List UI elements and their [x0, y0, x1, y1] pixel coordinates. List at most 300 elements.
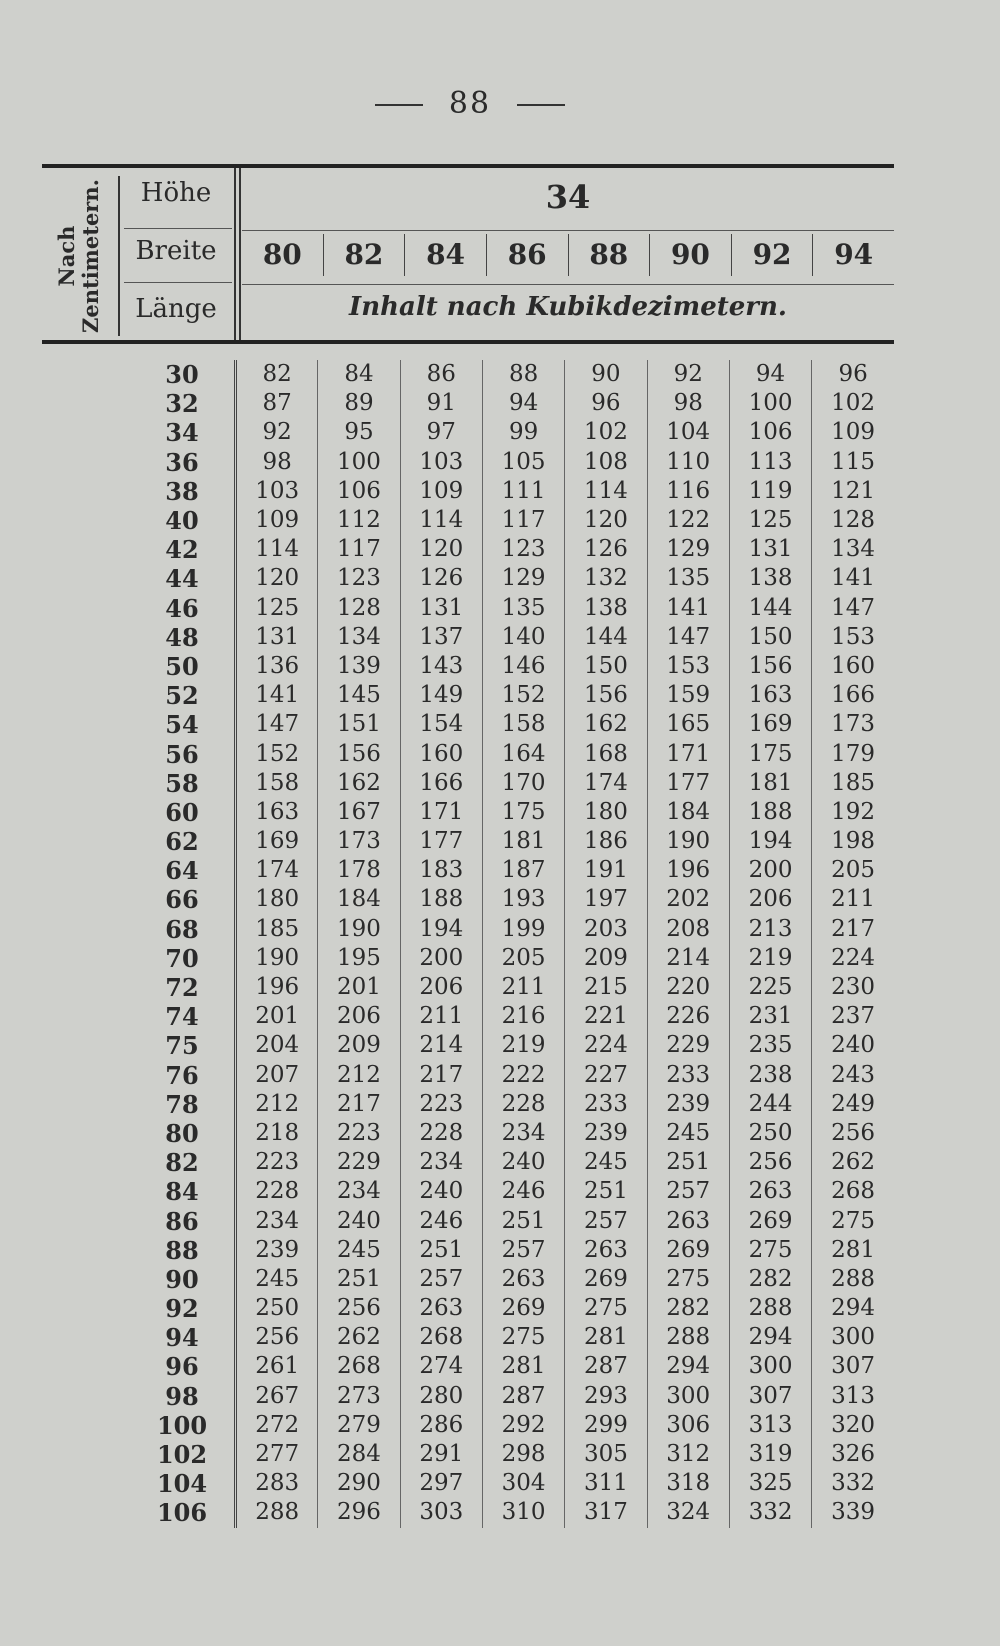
length-cell: 106: [130, 1498, 236, 1527]
volume-cell: 317: [565, 1498, 647, 1527]
table-row: [130, 1061, 894, 1090]
volume-cell: 212: [236, 1090, 318, 1119]
volume-cell: 139: [318, 652, 400, 681]
volume-cell: 145: [318, 681, 400, 710]
volume-cell: 243: [831, 1061, 876, 1088]
volume-cell: 150: [565, 652, 647, 681]
volume-cell: 196: [647, 856, 729, 885]
volume-cell: 275: [831, 1207, 876, 1234]
volume-cell: 320: [831, 1411, 876, 1438]
header-divider-1: [234, 168, 236, 340]
volume-cell: 150: [729, 623, 811, 652]
volume-cell: 239: [647, 1090, 729, 1119]
volume-cell: 300: [831, 1324, 876, 1351]
volume-cell: 174: [236, 856, 318, 885]
volume-cell: 180: [565, 798, 647, 827]
length-cell: 80: [130, 1119, 236, 1148]
length-cell: 60: [130, 798, 236, 827]
volume-cell: 238: [729, 1061, 811, 1090]
volume-cell: 102: [831, 390, 876, 417]
volume-cell: 131: [236, 623, 318, 652]
length-cell: 100: [130, 1411, 236, 1440]
volume-cell: 228: [236, 1177, 318, 1206]
table-row: [130, 418, 894, 447]
table-row: [130, 1382, 894, 1411]
volume-cell: 222: [482, 1061, 564, 1090]
volume-cell: 294: [831, 1295, 876, 1322]
volume-cell: 106: [318, 477, 400, 506]
volume-cell: 173: [831, 711, 876, 738]
length-cell: 56: [130, 739, 236, 768]
table-row: [130, 623, 894, 652]
volume-cell: 185: [831, 769, 876, 796]
volume-cell: 290: [318, 1469, 400, 1498]
table-row: [130, 944, 894, 973]
volume-cell: 251: [318, 1265, 400, 1294]
volume-cell: 188: [400, 885, 482, 914]
volume-cell: 306: [647, 1411, 729, 1440]
volume-cell: 230: [831, 974, 876, 1001]
volume-cell: 120: [400, 535, 482, 564]
length-cell: 42: [130, 535, 236, 564]
volume-cell: 251: [400, 1236, 482, 1265]
volume-cell: 325: [729, 1469, 811, 1498]
volume-cell: 281: [482, 1352, 564, 1381]
volume-cell: 97: [400, 418, 482, 447]
volume-cell: 305: [565, 1440, 647, 1469]
volume-cell: 229: [647, 1031, 729, 1060]
volume-cell: 240: [318, 1206, 400, 1235]
volume-cell: 129: [647, 535, 729, 564]
length-cell: 84: [130, 1177, 236, 1206]
volume-cell: 128: [318, 594, 400, 623]
volume-cell: 134: [318, 623, 400, 652]
volume-cell: 332: [831, 1470, 876, 1497]
volume-cell: 251: [647, 1148, 729, 1177]
volume-cell: 84: [318, 360, 400, 389]
volume-cell: 246: [482, 1177, 564, 1206]
volume-cell: 211: [482, 973, 564, 1002]
label-sep-2: [124, 282, 232, 283]
volume-cell: 208: [647, 915, 729, 944]
volume-cell: 109: [400, 477, 482, 506]
table-row: [130, 827, 894, 856]
volume-cell: 283: [236, 1469, 318, 1498]
volume-cell: 158: [236, 769, 318, 798]
length-cell: 76: [130, 1061, 236, 1090]
volume-cell: 95: [318, 418, 400, 447]
volume-cell: 140: [482, 623, 564, 652]
volume-cell: 109: [831, 419, 876, 446]
volume-cell: 281: [565, 1323, 647, 1352]
volume-cell: 249: [831, 1090, 876, 1117]
volume-cell: 152: [236, 739, 318, 768]
volume-cell: 190: [236, 944, 318, 973]
volume-cell: 332: [729, 1498, 811, 1527]
volume-cell: 113: [729, 448, 811, 477]
value-sep-2: [242, 284, 894, 285]
length-cell: 68: [130, 915, 236, 944]
breite-value: 92: [732, 234, 814, 276]
volume-cell: 273: [318, 1382, 400, 1411]
table-row: [130, 1206, 894, 1235]
volume-cell: 98: [236, 448, 318, 477]
volume-cell: 106: [729, 418, 811, 447]
volume-cell: 282: [647, 1294, 729, 1323]
side-label-line-1: Nach: [54, 225, 79, 287]
volume-cell: 227: [565, 1061, 647, 1090]
volume-cell: 143: [400, 652, 482, 681]
volume-cell: 183: [400, 856, 482, 885]
volume-cell: 96: [565, 389, 647, 418]
table-row: [130, 506, 894, 535]
length-cell: 74: [130, 1002, 236, 1031]
volume-cell: 164: [482, 739, 564, 768]
header-bottom-rule: [42, 340, 894, 344]
volume-cell: 217: [318, 1090, 400, 1119]
volume-cell: 244: [729, 1090, 811, 1119]
volume-cell: 235: [729, 1031, 811, 1060]
breite-value: 84: [405, 234, 487, 276]
volume-cell: 275: [565, 1294, 647, 1323]
length-cell: 52: [130, 681, 236, 710]
length-cell: 72: [130, 973, 236, 1002]
volume-cell: 126: [565, 535, 647, 564]
volume-cell: 131: [400, 594, 482, 623]
volume-cell: 89: [318, 389, 400, 418]
volume-cell: 160: [400, 739, 482, 768]
volume-cell: 114: [236, 535, 318, 564]
volume-cell: 108: [565, 448, 647, 477]
inhalt-label: Inhalt nach Kubikdezimetern.: [349, 292, 787, 322]
volume-cell: 287: [482, 1382, 564, 1411]
volume-cell: 256: [831, 1119, 876, 1146]
length-cell: 92: [130, 1294, 236, 1323]
volume-cell: 184: [318, 885, 400, 914]
volume-cell: 90: [565, 360, 647, 389]
volume-cell: 104: [647, 418, 729, 447]
volume-cell: 114: [400, 506, 482, 535]
volume-cell: 250: [236, 1294, 318, 1323]
volume-cell: 218: [236, 1119, 318, 1148]
breite-value: 90: [650, 234, 732, 276]
volume-cell: 203: [565, 915, 647, 944]
volume-cell: 268: [831, 1178, 876, 1205]
length-cell: 94: [130, 1323, 236, 1352]
volume-cell: 216: [482, 1002, 564, 1031]
volume-cell: 170: [482, 769, 564, 798]
volume-cell: 179: [831, 740, 876, 767]
volume-cell: 202: [647, 885, 729, 914]
volume-cell: 156: [729, 652, 811, 681]
volume-cell: 180: [236, 885, 318, 914]
volume-cell: 168: [565, 739, 647, 768]
length-cell: 46: [130, 594, 236, 623]
volume-cell: 229: [318, 1148, 400, 1177]
table-row: [130, 477, 894, 506]
length-cell: 58: [130, 769, 236, 798]
volume-cell: 154: [400, 710, 482, 739]
volume-cell: 129: [482, 564, 564, 593]
volume-cell: 205: [482, 944, 564, 973]
length-cell: 82: [130, 1148, 236, 1177]
volume-cell: 116: [647, 477, 729, 506]
volume-cell: 119: [729, 477, 811, 506]
page-number-text: 88: [448, 86, 492, 121]
volume-cell: 146: [482, 652, 564, 681]
volume-cell: 103: [236, 477, 318, 506]
volume-cell: 165: [647, 710, 729, 739]
volume-cell: 209: [318, 1031, 400, 1060]
table-row: [130, 1294, 894, 1323]
volume-cell: 158: [482, 710, 564, 739]
volume-cell: 171: [400, 798, 482, 827]
volume-cell: 205: [831, 857, 876, 884]
volume-cell: 263: [647, 1206, 729, 1235]
table-row: [130, 973, 894, 1002]
volume-cell: 339: [831, 1499, 876, 1526]
volume-cell: 256: [729, 1148, 811, 1177]
volume-cell: 135: [482, 594, 564, 623]
length-cell: 44: [130, 564, 236, 593]
volume-cell: 226: [647, 1002, 729, 1031]
volume-cell: 162: [565, 710, 647, 739]
volume-cell: 138: [565, 594, 647, 623]
volume-cell: 269: [647, 1236, 729, 1265]
volume-cell: 231: [729, 1002, 811, 1031]
volume-cell: 162: [318, 769, 400, 798]
volume-cell: 163: [236, 798, 318, 827]
volume-cell: 256: [236, 1323, 318, 1352]
volume-cell: 213: [729, 915, 811, 944]
table-row: [130, 681, 894, 710]
length-cell: 70: [130, 944, 236, 973]
table-row: [130, 1440, 894, 1469]
volume-cell: 115: [831, 448, 876, 475]
volume-cell: 299: [565, 1411, 647, 1440]
volume-cell: 269: [565, 1265, 647, 1294]
volume-cell: 112: [318, 506, 400, 535]
volume-cell: 132: [565, 564, 647, 593]
volume-cell: 288: [831, 1265, 876, 1292]
volume-cell: 294: [729, 1323, 811, 1352]
dash-right: [517, 104, 565, 106]
volume-cell: 221: [565, 1002, 647, 1031]
length-cell: 48: [130, 623, 236, 652]
volume-cell: 141: [236, 681, 318, 710]
volume-cell: 251: [565, 1177, 647, 1206]
length-cell: 96: [130, 1352, 236, 1381]
volume-cell: 324: [647, 1498, 729, 1527]
volume-cell: 287: [565, 1352, 647, 1381]
volume-cell: 117: [318, 535, 400, 564]
volume-cell: 98: [647, 389, 729, 418]
volume-cell: 275: [482, 1323, 564, 1352]
volume-cell: 307: [831, 1353, 876, 1380]
breite-value: 88: [569, 234, 651, 276]
length-cell: 40: [130, 506, 236, 535]
volume-cell: 312: [647, 1440, 729, 1469]
volume-cell: 144: [565, 623, 647, 652]
volume-cell: 96: [838, 361, 868, 388]
volume-cell: 288: [236, 1498, 318, 1527]
volume-cell: 275: [647, 1265, 729, 1294]
side-label-line-2: Zentimetern.: [78, 179, 103, 333]
volume-cell: 175: [729, 739, 811, 768]
table-row: [130, 448, 894, 477]
header-top-rule: [42, 164, 894, 168]
volume-cell: 240: [482, 1148, 564, 1177]
volume-cell: 92: [647, 360, 729, 389]
volume-cell: 87: [236, 389, 318, 418]
table-row: [130, 1119, 894, 1148]
volume-cell: 282: [729, 1265, 811, 1294]
volume-cell: 121: [831, 477, 876, 504]
volume-cell: 223: [236, 1148, 318, 1177]
volume-cell: 188: [729, 798, 811, 827]
volume-cell: 263: [565, 1236, 647, 1265]
breite-value: 86: [487, 234, 569, 276]
volume-cell: 88: [482, 360, 564, 389]
volume-cell: 141: [647, 594, 729, 623]
volume-cell: 220: [647, 973, 729, 1002]
length-cell: 54: [130, 710, 236, 739]
volume-cell: 185: [236, 915, 318, 944]
volume-cell: 224: [831, 944, 876, 971]
volume-table: [130, 360, 894, 1528]
length-cell: 32: [130, 389, 236, 418]
volume-cell: 215: [565, 973, 647, 1002]
volume-cell: 256: [318, 1294, 400, 1323]
table-row: [130, 1148, 894, 1177]
table-row: [130, 739, 894, 768]
volume-cell: 171: [647, 739, 729, 768]
volume-cell: 311: [565, 1469, 647, 1498]
volume-cell: 190: [318, 915, 400, 944]
volume-cell: 194: [729, 827, 811, 856]
volume-cell: 263: [400, 1294, 482, 1323]
volume-cell: 223: [400, 1090, 482, 1119]
volume-cell: 279: [318, 1411, 400, 1440]
volume-cell: 251: [482, 1206, 564, 1235]
volume-cell: 131: [729, 535, 811, 564]
volume-cell: 137: [400, 623, 482, 652]
volume-cell: 217: [400, 1061, 482, 1090]
length-cell: 38: [130, 477, 236, 506]
volume-cell: 198: [831, 828, 876, 855]
volume-cell: 173: [318, 827, 400, 856]
length-cell: 62: [130, 827, 236, 856]
volume-cell: 110: [647, 448, 729, 477]
table-row: [130, 389, 894, 418]
volume-cell: 310: [482, 1498, 564, 1527]
volume-cell: 125: [236, 594, 318, 623]
volume-cell: 257: [565, 1206, 647, 1235]
volume-cell: 156: [565, 681, 647, 710]
volume-cell: 300: [729, 1352, 811, 1381]
volume-cell: 102: [565, 418, 647, 447]
volume-cell: 147: [647, 623, 729, 652]
volume-cell: 233: [647, 1061, 729, 1090]
volume-cell: 103: [400, 448, 482, 477]
volume-cell: 94: [729, 360, 811, 389]
volume-cell: 122: [647, 506, 729, 535]
volume-cell: 201: [318, 973, 400, 1002]
volume-cell: 159: [647, 681, 729, 710]
volume-cell: 233: [565, 1090, 647, 1119]
volume-cell: 219: [729, 944, 811, 973]
volume-cell: 274: [400, 1352, 482, 1381]
volume-cell: 177: [400, 827, 482, 856]
volume-cell: 245: [647, 1119, 729, 1148]
volume-cell: 193: [482, 885, 564, 914]
volume-cell: 174: [565, 769, 647, 798]
volume-cell: 181: [729, 769, 811, 798]
volume-cell: 234: [482, 1119, 564, 1148]
volume-cell: 82: [236, 360, 318, 389]
volume-cell: 288: [647, 1323, 729, 1352]
table-row: [130, 1498, 894, 1527]
volume-cell: 201: [236, 1002, 318, 1031]
table-row: [130, 1236, 894, 1265]
volume-cell: 120: [565, 506, 647, 535]
volume-cell: 245: [318, 1236, 400, 1265]
length-cell: 102: [130, 1440, 236, 1469]
volume-cell: 191: [565, 856, 647, 885]
volume-cell: 152: [482, 681, 564, 710]
value-sep-1: [242, 230, 894, 231]
volume-cell: 200: [729, 856, 811, 885]
header-divider-2: [239, 168, 241, 340]
volume-cell: 300: [647, 1382, 729, 1411]
volume-cell: 303: [400, 1498, 482, 1527]
table-row: [130, 1031, 894, 1060]
length-cell: 66: [130, 885, 236, 914]
volume-cell: 128: [831, 507, 876, 534]
length-cell: 88: [130, 1236, 236, 1265]
volume-cell: 204: [236, 1031, 318, 1060]
length-cell: 78: [130, 1090, 236, 1119]
volume-cell: 272: [236, 1411, 318, 1440]
volume-cell: 267: [236, 1382, 318, 1411]
breite-value: 94: [834, 238, 874, 271]
table-row: [130, 1469, 894, 1498]
table-row: [130, 1177, 894, 1206]
volume-cell: 293: [565, 1382, 647, 1411]
table-row: [130, 652, 894, 681]
volume-cell: 245: [236, 1265, 318, 1294]
volume-cell: 196: [236, 973, 318, 1002]
volume-table-grid: [130, 360, 894, 1528]
volume-cell: 219: [482, 1031, 564, 1060]
volume-cell: 147: [831, 594, 876, 621]
volume-cell: 257: [647, 1177, 729, 1206]
volume-cell: 294: [647, 1352, 729, 1381]
volume-cell: 234: [400, 1148, 482, 1177]
volume-cell: 217: [831, 915, 876, 942]
volume-cell: 284: [318, 1440, 400, 1469]
volume-cell: 269: [729, 1206, 811, 1235]
table-row: [130, 594, 894, 623]
volume-cell: 240: [831, 1032, 876, 1059]
volume-cell: 211: [400, 1002, 482, 1031]
volume-cell: 286: [400, 1411, 482, 1440]
volume-cell: 234: [236, 1206, 318, 1235]
volume-cell: 169: [729, 710, 811, 739]
table-row: [130, 885, 894, 914]
table-row: [130, 710, 894, 739]
table-row: [130, 564, 894, 593]
